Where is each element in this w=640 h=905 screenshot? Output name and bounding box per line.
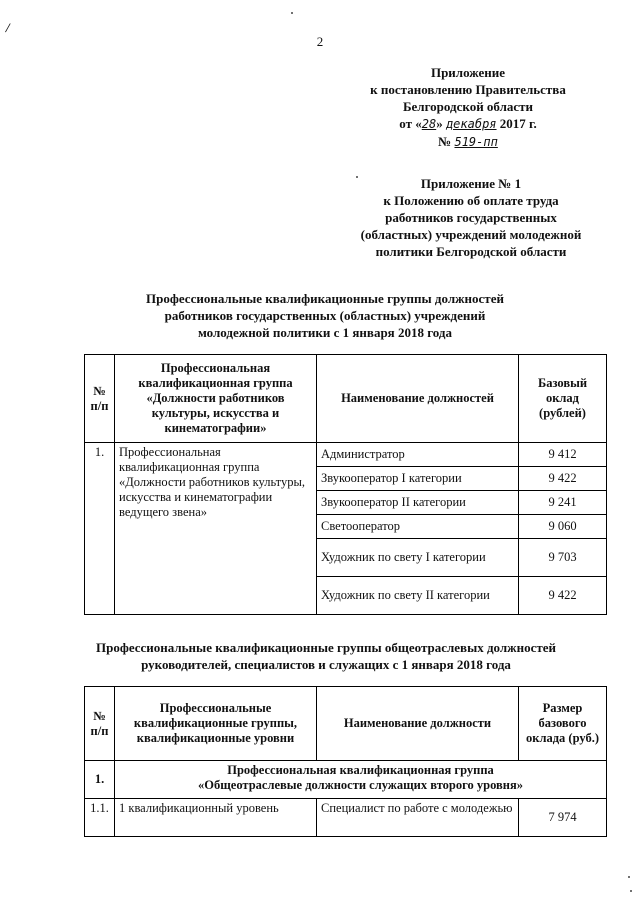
appendix-line: политики Белгородской области bbox=[375, 244, 567, 259]
header-position: Наименование должности bbox=[317, 687, 519, 761]
culture-positions-table bbox=[84, 354, 607, 615]
document-number: 519-пп bbox=[454, 135, 498, 149]
appendix-block bbox=[326, 175, 616, 260]
appendix-line: к Положению об оплате труда bbox=[383, 193, 559, 208]
row-group: Профессиональная квалификационная группа «Должности работников культуры, искусства и кинематографии ведущего звена» bbox=[115, 443, 317, 615]
position-salary: 9 412 bbox=[519, 443, 607, 467]
approval-line: Приложение bbox=[430, 65, 506, 80]
header-num: № п/п bbox=[85, 687, 115, 761]
position-name: Художник по свету I категории bbox=[317, 539, 519, 577]
scan-speck bbox=[628, 876, 630, 878]
header-group: Профессиональные квалификационные группы, квалификационные уровни bbox=[115, 687, 317, 761]
title-line: работников государственных (областных) учреждений bbox=[164, 308, 486, 323]
approval-date bbox=[340, 115, 596, 133]
row-level: 1 квалификационный уровень bbox=[115, 799, 317, 837]
group-title-line: Профессиональная квалификационная группа bbox=[227, 763, 494, 777]
margin-mark: / bbox=[4, 20, 12, 35]
section1-title bbox=[60, 290, 590, 341]
position-name: Звукооператор II категории bbox=[317, 491, 519, 515]
number-prefix: № bbox=[438, 134, 452, 149]
group-title bbox=[115, 761, 607, 799]
approval-block bbox=[340, 64, 596, 151]
title-line: руководителей, специалистов и служащих с 1 января 2018 года bbox=[141, 657, 511, 672]
approval-number bbox=[340, 133, 596, 151]
date-day: 28 bbox=[421, 117, 437, 131]
title-line: Профессиональные квалификационные группы общеотраслевых должностей bbox=[95, 640, 557, 655]
table-header-row bbox=[85, 355, 607, 443]
general-positions-table bbox=[84, 686, 607, 837]
title-line: молодежной политики с 1 января 2018 года bbox=[197, 325, 452, 340]
header-salary: Базовый оклад (рублей) bbox=[519, 355, 607, 443]
approval-line: к постановлению Правительства bbox=[370, 82, 566, 97]
scan-speck bbox=[630, 890, 632, 892]
group-row bbox=[85, 761, 607, 799]
position-salary: 9 422 bbox=[519, 467, 607, 491]
row-number: 1. bbox=[85, 443, 115, 615]
appendix-line: Приложение № 1 bbox=[420, 176, 522, 191]
position-name: Художник по свету II категории bbox=[317, 577, 519, 615]
position-name: Звукооператор I категории bbox=[317, 467, 519, 491]
position-salary: 9 241 bbox=[519, 491, 607, 515]
position-name: Светооператор bbox=[317, 515, 519, 539]
header-num: № п/п bbox=[85, 355, 115, 443]
date-month: декабря bbox=[445, 117, 497, 131]
date-mid: » bbox=[436, 116, 443, 131]
position-salary: 7 974 bbox=[519, 799, 607, 837]
position-salary: 9 422 bbox=[519, 577, 607, 615]
group-number: 1. bbox=[85, 761, 115, 799]
group-title-line: «Общеотраслевые должности служащих второго уровня» bbox=[198, 778, 523, 792]
approval-line: Белгородской области bbox=[402, 99, 534, 114]
table-row bbox=[85, 443, 607, 467]
appendix-line: работников государственных bbox=[385, 210, 557, 225]
position-salary: 9 703 bbox=[519, 539, 607, 577]
date-year: 2017 г. bbox=[499, 116, 537, 131]
appendix-line: (областных) учреждений молодежной bbox=[360, 227, 582, 242]
table-row bbox=[85, 799, 607, 837]
date-prefix: от « bbox=[399, 116, 422, 131]
page-number: 2 bbox=[316, 34, 324, 49]
position-name: Администратор bbox=[317, 443, 519, 467]
header-group: Профессиональная квалификационная группа «Должности работников культуры, искусства и кинематографии» bbox=[115, 355, 317, 443]
header-position: Наименование должностей bbox=[317, 355, 519, 443]
header-salary: Размер базового оклада (руб.) bbox=[519, 687, 607, 761]
table-header-row bbox=[85, 687, 607, 761]
section2-title bbox=[48, 639, 604, 673]
position-name: Специалист по работе с молодежью bbox=[317, 799, 519, 837]
row-number: 1.1. bbox=[85, 799, 115, 837]
title-line: Профессиональные квалификационные группы должностей bbox=[146, 291, 504, 306]
position-salary: 9 060 bbox=[519, 515, 607, 539]
scan-speck bbox=[291, 12, 293, 14]
